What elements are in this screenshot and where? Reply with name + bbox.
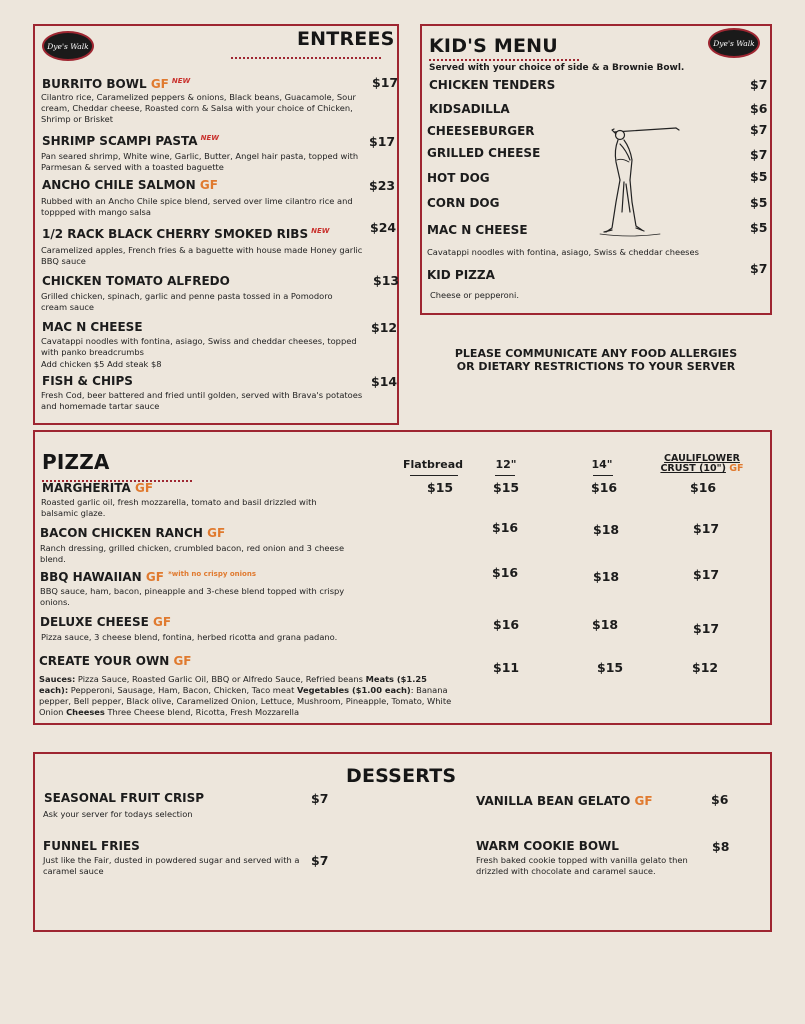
- dessert-description: Just like the Fair, dusted in powdered sugar and served with a caramel sauce: [43, 855, 300, 876]
- entree-name: SHRIMP SCAMPI PASTA $^{NEW}$: [42, 134, 219, 148]
- entrees-title-underline: [231, 57, 381, 59]
- pizza-price: $18: [593, 569, 620, 584]
- pizza-name: BACON CHICKEN RANCH GF: [40, 526, 226, 540]
- entree-price: $13: [373, 273, 400, 288]
- entree-price: $17: [372, 75, 399, 90]
- entree-description: Grilled chicken, spinach, garlic and penne pasta tossed in a Pomodoro cream sauce: [41, 291, 333, 312]
- kids-item-price: $7: [750, 77, 768, 92]
- dessert-price: $6: [711, 792, 729, 807]
- entree-description: Caramelized apples, French fries & a baguette with house made Honey garlic BBQ sauce: [41, 245, 363, 266]
- entree-name: BURRITO BOWL GF $^{NEW}$: [42, 77, 191, 91]
- kids-item-price: $5: [750, 169, 768, 184]
- kids-item-description: Cavatappi noodles with fontina, asiago, Swiss & cheddar cheeses: [427, 247, 699, 257]
- entree-price: $23: [369, 178, 396, 193]
- dessert-description: Ask your server for todays selection: [43, 809, 193, 819]
- pizza-price: $16: [492, 565, 519, 580]
- pizza-price: $16: [591, 480, 618, 495]
- pizza-col-underline: [410, 475, 458, 476]
- entree-description: Pan seared shrimp, White wine, Garlic, Butter, Angel hair pasta, topped with Parmesan & served with a toasted baguette: [41, 151, 359, 172]
- pizza-price: $15: [493, 480, 520, 495]
- pizza-price: $18: [592, 617, 619, 632]
- pizza-name: CREATE YOUR OWN GF: [39, 654, 192, 668]
- pizza-description: BBQ sauce, ham, bacon, pineapple and 3-chese blend topped with crispy onions.: [40, 586, 345, 607]
- kids-menu-title: KID'S MENU: [429, 35, 558, 57]
- pizza-price: $17: [693, 521, 720, 536]
- pizza-price: $12: [692, 660, 719, 675]
- pizza-name: BBQ HAWAIIAN GF $^{*with no crispy onions}$: [40, 570, 256, 584]
- entree-name: FISH & CHIPS: [42, 374, 133, 388]
- pizza-col-cauliflower: CAULIFLOWER CRUST (10") GF: [660, 453, 744, 474]
- golfer-illustration: [590, 122, 690, 240]
- pizza-price: $16: [493, 617, 520, 632]
- kids-item-price: $5: [750, 220, 768, 235]
- kids-item-price: $7: [750, 261, 768, 276]
- entrees-title: ENTREES: [297, 28, 395, 50]
- entree-description: Rubbed with an Ancho Chile spice blend, served over lime cilantro rice and toppped with mango salsa: [41, 196, 353, 217]
- pizza-col-underline: [593, 475, 613, 476]
- pizza-description: Roasted garlic oil, fresh mozzarella, tomato and basil drizzled with balsamic glaze.: [41, 497, 317, 518]
- dessert-name: VANILLA BEAN GELATO GF: [476, 794, 653, 808]
- entrees-panel: [33, 24, 399, 425]
- entree-description: Cavatappi noodles with fontina, asiago, Swiss and cheddar cheeses, topped with panko breadcrumbs: [41, 336, 357, 357]
- pizza-col-underline: [495, 475, 515, 476]
- pizza-col-14: 14": [591, 458, 613, 471]
- kids-item-name: MAC N CHEESE: [427, 223, 528, 237]
- dessert-price: $7: [311, 853, 329, 868]
- entree-price: $17: [369, 134, 396, 149]
- pizza-panel: [33, 430, 772, 725]
- kids-item-name: GRILLED CHEESE: [427, 146, 541, 160]
- entree-description: Fresh Cod, beer battered and fried until golden, served with Brava's potatoes and homemade tartar sauce: [41, 390, 363, 411]
- entree-price: $12: [371, 320, 398, 335]
- kids-item-description: Cheese or pepperoni.: [430, 290, 519, 300]
- entree-addon: Add chicken $5 Add steak $8: [41, 359, 162, 369]
- pizza-price: $16: [492, 520, 519, 535]
- entree-price: $14: [371, 374, 398, 389]
- dessert-price: $7: [311, 791, 329, 806]
- pizza-col-flatbread: Flatbread: [402, 458, 464, 471]
- restaurant-logo: Dye's Walk: [42, 31, 94, 61]
- desserts-title: DESSERTS: [346, 765, 457, 787]
- kids-item-price: $7: [750, 122, 768, 137]
- kids-menu-panel: [420, 24, 772, 315]
- pizza-name: DELUXE CHEESE GF: [40, 615, 172, 629]
- kids-menu-subtitle: Served with your choice of side & a Brownie Bowl.: [429, 63, 685, 73]
- dessert-name: FUNNEL FRIES: [43, 839, 140, 853]
- kids-item-price: $5: [750, 195, 768, 210]
- pizza-description: Ranch dressing, grilled chicken, crumbled bacon, red onion and 3 cheese blend.: [40, 543, 345, 564]
- dessert-name: SEASONAL FRUIT CRISP: [44, 791, 205, 805]
- pizza-price: $17: [693, 567, 720, 582]
- kids-item-name: KIDSADILLA: [429, 102, 510, 116]
- kids-item-name: CHICKEN TENDERS: [429, 78, 556, 92]
- entree-price: $24: [370, 220, 397, 235]
- dessert-price: $8: [712, 839, 730, 854]
- pizza-description: Pizza sauce, 3 cheese blend, fontina, herbed ricotta and grana padano.: [41, 632, 338, 642]
- pizza-price: $17: [693, 621, 720, 636]
- pizza-price: $18: [593, 522, 620, 537]
- restaurant-logo: Dye's Walk: [708, 28, 760, 58]
- desserts-panel: [33, 752, 772, 932]
- create-your-own-options: Sauces: Pizza Sauce, Roasted Garlic Oil, BBQ or Alfredo Sauce, Refried beans Meats ($1.25 each): Pepperoni, Sausage, Ham, Bacon, Chicken, Taco meat Vegetables ($1.00 each): Banana pepper, Bell pepper, Black olive, Caramelized Onion, Lettuce, Mushroom, Pineapple, Tomato, White Onion Cheeses Three Cheese blend, Ricotta, Fresh Mozzarella: [39, 674, 452, 717]
- pizza-price: $15: [427, 480, 454, 495]
- pizza-col-12: 12": [495, 458, 517, 471]
- kids-item-name: HOT DOG: [427, 171, 490, 185]
- kids-item-name: CORN DOG: [427, 196, 500, 210]
- entree-name: MAC N CHEESE: [42, 320, 143, 334]
- entree-name: 1/2 RACK BLACK CHERRY SMOKED RIBS $^{NEW}$: [42, 227, 330, 241]
- kids-item-price: $6: [750, 101, 768, 116]
- entree-name: ANCHO CHILE SALMON GF: [42, 178, 218, 192]
- dessert-name: WARM COOKIE BOWL: [476, 839, 619, 853]
- entree-description: Cilantro rice, Caramelized peppers & onions, Black beans, Guacamole, Sour cream, Cheddar cheese, Roasted corn & Salsa with your choice of Chicken, Shrimp or Brisket: [41, 92, 356, 124]
- kids-item-price: $7: [750, 147, 768, 162]
- dessert-description: Fresh baked cookie topped with vanilla gelato then drizzled with chocolate and caramel sauce.: [476, 855, 688, 876]
- kids-item-name: KID PIZZA: [427, 268, 495, 282]
- pizza-price: $11: [493, 660, 520, 675]
- allergy-notice: PLEASE COMMUNICATE ANY FOOD ALLERGIES OR DIETARY RESTRICTIONS TO YOUR SERVER: [454, 347, 738, 373]
- kids-item-name: CHEESEBURGER: [427, 124, 535, 138]
- entree-name: CHICKEN TOMATO ALFREDO: [42, 274, 230, 288]
- pizza-name: MARGHERITA GF: [42, 481, 154, 495]
- pizza-title: PIZZA: [42, 450, 110, 474]
- pizza-price: $16: [690, 480, 717, 495]
- pizza-price: $15: [597, 660, 624, 675]
- kids-title-underline: [429, 59, 579, 61]
